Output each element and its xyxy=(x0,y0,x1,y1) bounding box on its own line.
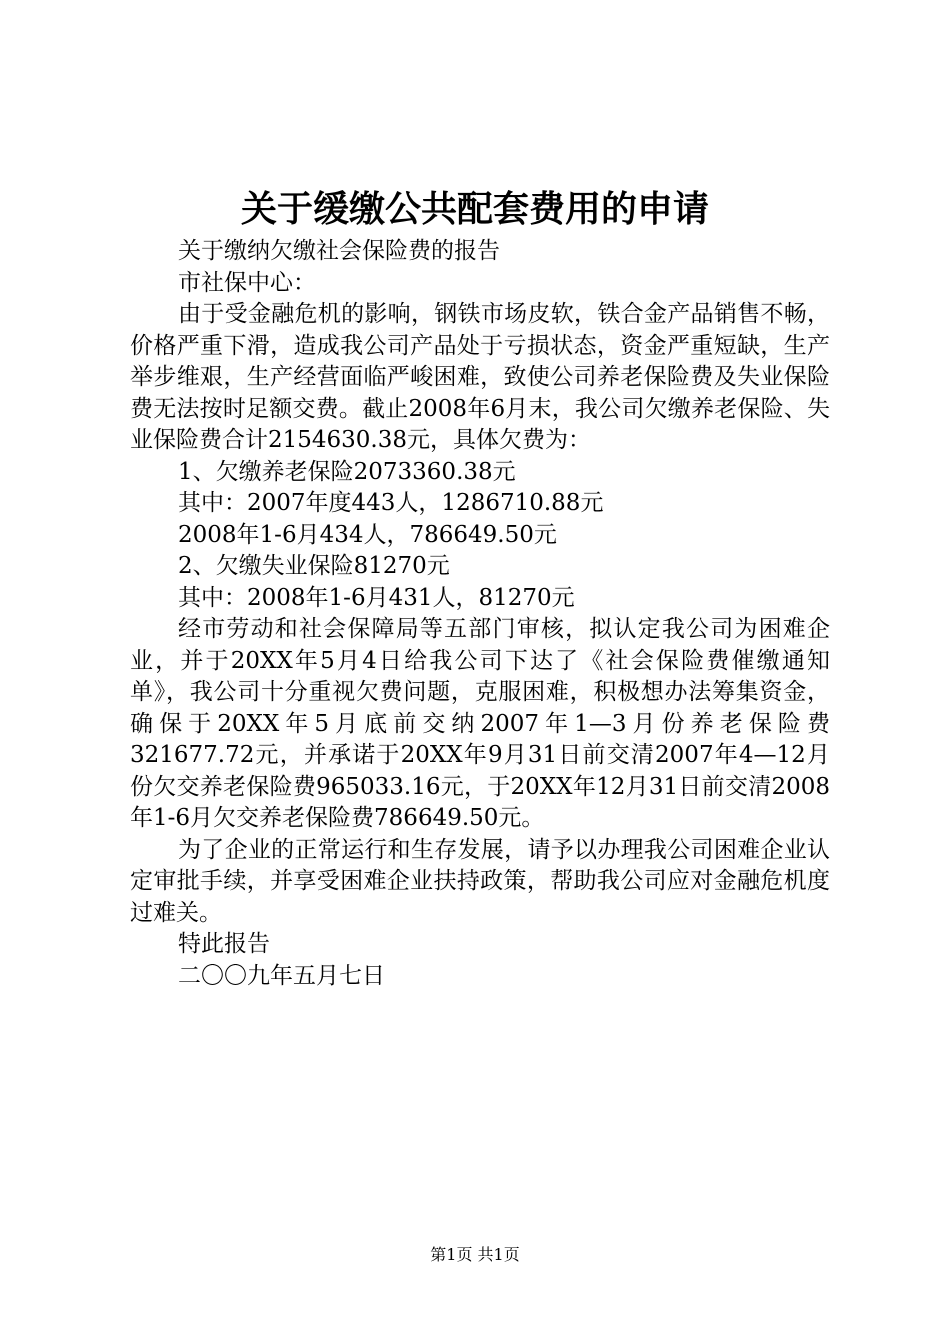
paragraph-request: 为了企业的正常运行和生存发展，请予以办理我公司困难企业认定审批手续，并享受困难企业扶持政策，帮助我公司应对金融危机度过难关。 xyxy=(130,836,830,926)
paragraph-background: 由于受金融危机的影响，钢铁市场皮软，铁合金产品销售不畅，价格严重下滑，造成我公司产品处于亏损状态，资金严重短缺，生产举步维艰，生产经营面临严峻困难，致使公司养老保险费及失业保险费无法按时足额交费。截止2008年6月末，我公司欠缴养老保险、失业保险费合计2154630.38元，具体欠费为： xyxy=(130,301,830,453)
page-footer: 第1页 共1页 xyxy=(430,1245,520,1264)
item-pension-2008: 2008年1-6月434人，786649.50元 xyxy=(178,521,557,548)
addressee: 市社保中心： xyxy=(178,269,316,296)
item-unemployment-arrears: 2、欠缴失业保险81270元 xyxy=(178,553,450,579)
item-pension-2007: 其中：2007年度443人，1286710.88元 xyxy=(178,490,604,516)
document-body xyxy=(130,236,830,992)
paragraph-review-commitment: 经市劳动和社会保障局等五部门审核，拟认定我公司为困难企业，并于20XX年5月4日给我公司下达了《社会保险费催缴通知单》，我公司十分重视欠费问题，克服困难，积极想办法筹集资金，确保于20XX年5月底前交纳2007年1—3月份养老保险费321677.72元，并承诺于20XX年9月31日前交清2007年4—12月份欠交养老保险费965033.16元，于20XX年12月31日前交清2008年1-6月欠交养老保险费786649.50元。 xyxy=(130,616,830,831)
item-pension-arrears: 1、欠缴养老保险2073360.38元 xyxy=(178,458,516,485)
item-unemployment-2008: 其中：2008年1-6月431人，81270元 xyxy=(178,584,575,611)
closing-phrase: 特此报告 xyxy=(178,931,270,957)
document-title: 关于缓缴公共配套费用的申请 xyxy=(240,188,709,230)
document-date: 二〇〇九年五月七日 xyxy=(178,962,385,989)
report-subtitle: 关于缴纳欠缴社会保险费的报告 xyxy=(178,238,500,264)
